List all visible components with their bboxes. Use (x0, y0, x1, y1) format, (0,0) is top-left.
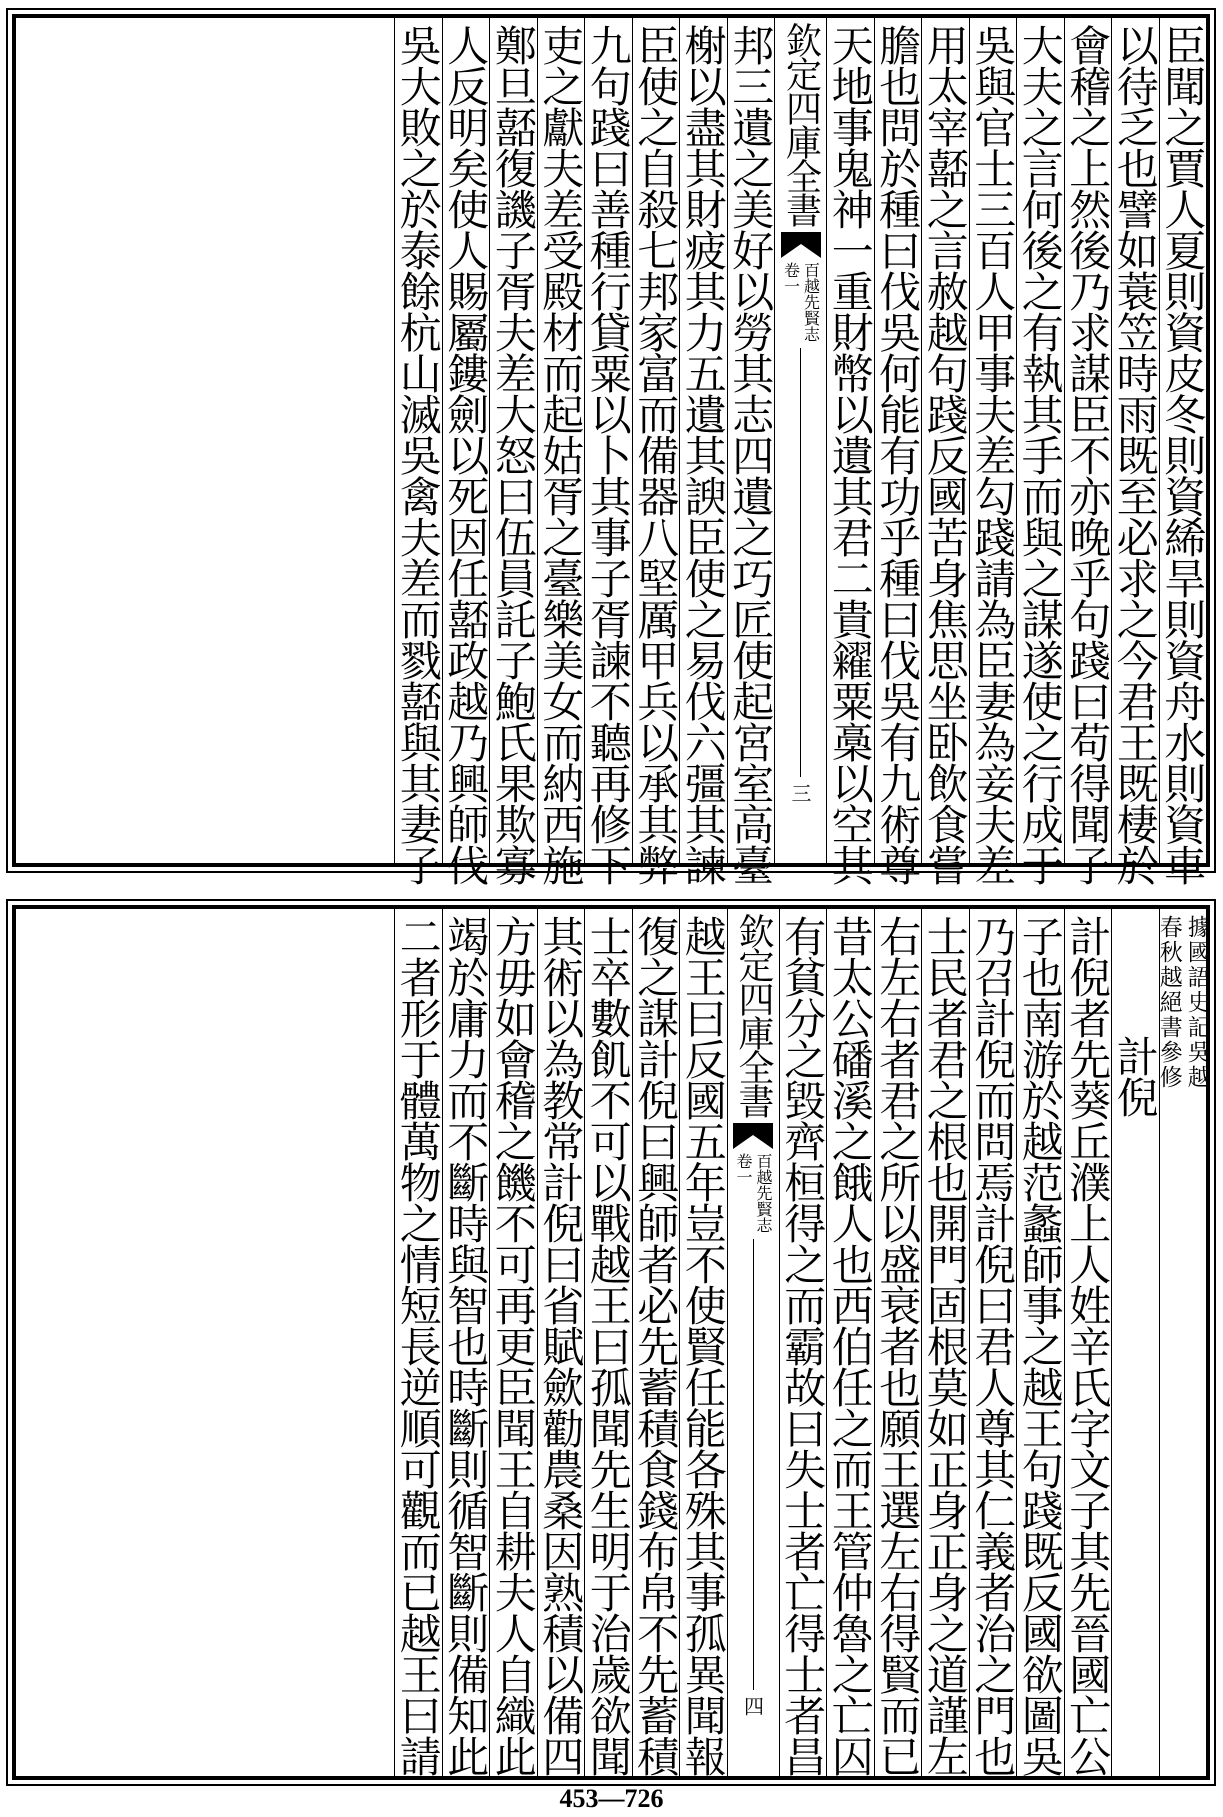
column-text: 士民者君之根也開門固根莫如正身正身之道謹左 (920, 915, 970, 1776)
text-column (488, 18, 538, 885)
text-column (441, 18, 491, 885)
leaf-number: 四 (740, 1696, 765, 1716)
text-column (825, 18, 875, 885)
column-text: 膽也問於種曰伐吳何能有功乎種曰伐吳有九術尊 (873, 24, 923, 885)
text-column (1015, 18, 1065, 885)
column-text: 二者形于體萬物之情短長逆順可觀而已越王曰請 (393, 915, 443, 1776)
text-column (536, 18, 586, 885)
text-column (873, 18, 923, 885)
column-text: 有貧分之毀齊桓得之而霸故曰失士者亡得士者昌 (778, 915, 828, 1776)
column-text: 右左右者君之所以盛衰者也願王選左右得賢而已 (873, 915, 923, 1776)
text-column (1063, 18, 1113, 885)
column-text: 九句踐曰善種行貸粟以卜其事子胥諫不聽再修下 (583, 24, 633, 885)
volume-label: 卷一 (734, 1153, 753, 1185)
column-text: 邦三遺之美好以勞其志四遺之巧匠使起宮室高臺 (726, 24, 776, 885)
column-text: 榭以盡其財疲其力五遺其諛臣使之易伐六彊其諫 (678, 24, 728, 885)
volume-label: 卷一 (781, 262, 801, 294)
text-column (442, 909, 490, 1776)
book-title: 百越先賢志 (801, 262, 821, 342)
center-fold-strip (727, 909, 779, 1776)
column-text: 子也南游於越范蠡師事之越王句踐既反國欲圖吳 (1015, 915, 1065, 1776)
source-note-column (1155, 909, 1210, 1776)
column-text: 其術以為教常計倪曰省賦歛勸農桑因熟積以備四 (536, 915, 586, 1776)
fish-tail-mark-icon (781, 232, 821, 258)
section-heading-column (1111, 909, 1159, 1776)
text-column (968, 18, 1018, 885)
text-column (679, 909, 727, 1776)
library-title: 欽定四庫全書 (733, 913, 774, 1117)
section-heading: 計倪 (1110, 1035, 1160, 1117)
text-column (584, 909, 632, 1776)
column-text: 吳與官士三百人甲事夫差勾踐請為臣妻為妾夫差 (968, 24, 1018, 885)
fish-tail-mark-icon (733, 1123, 773, 1149)
top-page-frame (12, 14, 1210, 885)
text-column (631, 18, 681, 885)
text-column (826, 909, 874, 1776)
column-text: 會稽之上然後乃求謀臣不亦晚乎句踐曰苟得聞子 (1063, 24, 1113, 885)
column-text: 吏之獻夫差受殿材而起姑胥之臺樂美女而納西施 (536, 24, 586, 885)
column-text: 大夫之言何後之有執其手而與之謀遂使之行成于 (1015, 24, 1065, 885)
source-note-line: 據國語史記吳越 (1183, 915, 1210, 1090)
bottom-page-columns (16, 909, 1210, 1776)
column-text: 天地事鬼神一重財幣以遺其君二貴糴粟槀以空其 (825, 24, 875, 885)
text-column (921, 909, 969, 1776)
column-text: 臣使之自殺七邦家富而備器八堅厲甲兵以承其弊 (631, 24, 681, 885)
book-meta (734, 1153, 772, 1233)
source-note-line: 春秋越絕書參修 (1155, 915, 1182, 1090)
center-rule (753, 1239, 754, 1690)
text-column (969, 909, 1017, 1776)
text-column (394, 909, 442, 1776)
library-title: 欽定四庫全書 (780, 22, 822, 226)
column-text: 人反明矣使人賜屬鏤劍以死因任嚭政越乃興師伐 (441, 24, 491, 885)
column-text: 用太宰嚭之言赦越句踐反國苦身焦思坐卧飲食嘗 (920, 24, 970, 885)
text-column (920, 18, 970, 885)
column-text: 昔太公磻溪之餓人也西伯任之而王管仲魯之亡囚 (825, 915, 875, 1776)
text-column (1158, 18, 1208, 885)
column-text: 吳大敗之於泰餘杭山滅吳禽夫差而戮嚭與其妻子 (393, 24, 443, 885)
top-page-columns (16, 18, 1208, 885)
center-fold-strip (774, 18, 826, 863)
page-number: 453—726 (559, 1784, 664, 1813)
leaf-number: 三 (788, 783, 812, 803)
text-column (1110, 18, 1160, 885)
text-column (583, 18, 633, 885)
column-text: 竭於庸力而不斷時與智也時斷則循智斷則備知此 (441, 915, 491, 1776)
column-text: 士卒數飢不可以戰越王曰孤聞先生明于治歲欲聞 (583, 915, 633, 1776)
center-rule (800, 348, 801, 777)
column-text: 復之謀計倪曰興師者必先蓄積食錢布帛不先蓄積 (631, 915, 681, 1776)
book-meta (782, 262, 820, 342)
text-column (537, 909, 585, 1776)
bottom-page-frame (12, 905, 1210, 1780)
book-title: 百越先賢志 (754, 1153, 773, 1233)
text-column (726, 18, 776, 885)
text-column (874, 909, 922, 1776)
column-text: 鄭旦嚭復譏子胥夫差大怒曰伍員託子鮑氏果欺寡 (488, 24, 538, 885)
column-text: 以待乏也譬如蓑笠時雨既至必求之今君王既棲於 (1110, 24, 1160, 885)
column-text: 乃召計倪而問焉計倪曰君人尊其仁義者治之門也 (968, 915, 1018, 1776)
text-column (632, 909, 680, 1776)
column-text: 計倪者先葵丘濮上人姓辛氏字文子其先晉國亡公 (1063, 915, 1113, 1776)
column-text: 方毋如會稽之饑不可再更臣聞王自耕夫人自織此 (488, 915, 538, 1776)
text-column (1064, 909, 1112, 1776)
column-text: 臣聞之賈人夏則資皮冬則資絺旱則資舟水則資車 (1158, 24, 1208, 885)
text-column (779, 909, 827, 1776)
text-column (393, 18, 443, 885)
text-column (678, 18, 728, 885)
column-text: 越王曰反國五年豈不使賢任能各殊其事孤異聞報 (678, 915, 728, 1776)
text-column (1016, 909, 1064, 1776)
text-column (489, 909, 537, 1776)
